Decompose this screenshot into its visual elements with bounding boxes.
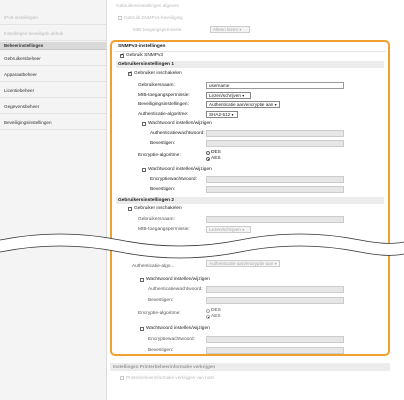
user2-auth-confirm-input[interactable]	[206, 297, 344, 304]
sidebar-item-user-management[interactable]: Gebruikersbeheer	[0, 51, 106, 66]
sidebar-item-device-management[interactable]: Apparaatbeheer	[0, 67, 106, 82]
user1-enc-confirm-input[interactable]	[206, 186, 344, 193]
user2-username-input[interactable]	[206, 216, 344, 223]
use-snmpv3-label: Gebruik SNMPv3	[126, 53, 164, 58]
user1-auth-confirm-label: Bevestigen:	[150, 141, 176, 146]
sidebar-item-secure-print[interactable]: Instellingen beveiligde afdruk	[0, 26, 106, 41]
user1-set-password-checkbox[interactable]	[142, 122, 146, 126]
user1-auth-alg-label: Authenticatie-algoritme:	[138, 112, 189, 117]
user1-enable-label: Gebruiker inschakelen	[134, 71, 182, 76]
faded-mib-select[interactable]: Alleen lezen ▾	[210, 26, 250, 33]
user2-enc-password-input[interactable]	[206, 336, 344, 343]
sidebar	[0, 0, 107, 400]
user1-enc-password-label: Encryptiewachtwoord:	[150, 177, 197, 182]
faded-snmpv1-checkbox[interactable]	[118, 16, 122, 20]
user1-username-label: Gebruikersnaam:	[138, 83, 175, 88]
user1-enable-checkbox[interactable]	[128, 72, 132, 76]
snmpv3-panel	[110, 40, 390, 356]
sidebar-item-ipv6[interactable]: IPv6-instellingen	[0, 10, 106, 25]
user1-auth-alg-select[interactable]: SHA2-512 ▾	[206, 111, 238, 118]
user1-des-label: DES	[211, 150, 221, 155]
user2-auth-password-input[interactable]	[206, 286, 344, 293]
user1-auth-password-input[interactable]	[206, 130, 344, 137]
user1-aes-radio[interactable]	[206, 157, 210, 161]
page-break-wave	[0, 232, 404, 262]
user2-enable-checkbox[interactable]	[128, 207, 132, 211]
user2-enc-confirm-input[interactable]	[206, 347, 344, 354]
faded-snmpv1-label: Gebruik SNMPv1-beveiliging	[124, 15, 183, 20]
use-snmpv3-checkbox[interactable]	[120, 54, 124, 58]
user2-enable-label: Gebruiker inschakelen	[134, 206, 182, 211]
printer-info-label: Printerbeheerinformatie verkrijgen van host	[126, 375, 214, 380]
user2-enc-password-label: Encryptiewachtwoord:	[148, 337, 195, 342]
user1-enc-alg-label: Encryptie-algoritme:	[138, 153, 181, 158]
user1-set-enc-password-checkbox[interactable]	[142, 168, 146, 172]
user2-set-password-checkbox[interactable]	[140, 278, 144, 282]
user2-enc-confirm-label: Bevestigen:	[148, 348, 174, 353]
user2-mib-select[interactable]: Lezen/schrijven ▾	[206, 226, 251, 233]
user1-mib-select[interactable]: Lezen/schrijven ▾	[206, 92, 251, 99]
user1-mib-label: MIB-toegangspermissie:	[138, 93, 190, 98]
user1-security-select[interactable]: Authenticatie aan/encryptie aan ▾	[206, 101, 280, 108]
user2-des-radio[interactable]	[206, 309, 210, 313]
user2-set-enc-password-checkbox[interactable]	[140, 327, 144, 331]
sidebar-item-security-settings[interactable]: Beveiligingsinstellingen	[0, 115, 106, 130]
sidebar-header-management: Beheerinstellingen	[0, 42, 106, 50]
user1-des-radio[interactable]	[206, 151, 210, 155]
user1-enc-confirm-label: Bevestigen:	[150, 187, 176, 192]
sidebar-item-license-management[interactable]: Licentiebeheer	[0, 83, 106, 98]
user1-username-input[interactable]: username	[206, 82, 344, 89]
user1-enc-password-input[interactable]	[206, 176, 344, 183]
user1-aes-label: AES	[211, 156, 221, 161]
user2-username-label: Gebruikersnaam:	[138, 217, 175, 222]
user2-aes-radio[interactable]	[206, 315, 210, 319]
printer-info-checkbox[interactable]	[120, 376, 124, 380]
user1-set-password-label: Wachtwoord instellen/wijzigen	[148, 121, 212, 126]
snmpv3-title: SNMPv3-instellingen	[118, 44, 166, 49]
user1-set-enc-password-label: Wachtwoord instellen/wijzigen	[148, 167, 212, 172]
user2-auth-confirm-label: Bevestigen:	[148, 298, 174, 303]
user2-set-enc-password-label: Wachtwoord instellen/wijzigen	[146, 326, 210, 331]
user2-set-password-label: Wachtwoord instellen/wijzigen	[146, 277, 210, 282]
faded-top-line-1: Gebruikersinstellingen afgeven	[116, 3, 180, 8]
user1-auth-confirm-input[interactable]	[206, 140, 344, 147]
user2-aes-label: AES	[211, 314, 221, 319]
user2-enc-alg-label: Encryptie-algoritme:	[138, 311, 181, 316]
user2-auth-password-label: Authenticatiewachtwoord:	[148, 287, 203, 292]
user-settings-1-header: Gebruikersinstellingen 1	[116, 61, 384, 68]
user1-auth-password-label: Authenticatiewachtwoord:	[150, 131, 205, 136]
user2-des-label: DES	[211, 308, 221, 313]
faded-mib-label: MIB-toegangspermissie:	[133, 27, 183, 32]
user2-auth-label: Authenticatie-algo...	[132, 264, 175, 269]
user-settings-2-header: Gebruikersinstellingen 2	[116, 197, 384, 204]
user2-auth-select[interactable]: Authenticatie aan/encryptie aan ▾	[206, 260, 280, 267]
user2-mib-label: MIB-toegangspermissie:	[138, 227, 190, 232]
sidebar-item-data-management[interactable]: Gegevensbeheer	[0, 99, 106, 114]
user1-security-label: Beveiligingsinstellingen:	[138, 102, 189, 107]
printer-info-header: Instellingen Printerbeheerinformatie verkrijgen	[110, 363, 390, 371]
